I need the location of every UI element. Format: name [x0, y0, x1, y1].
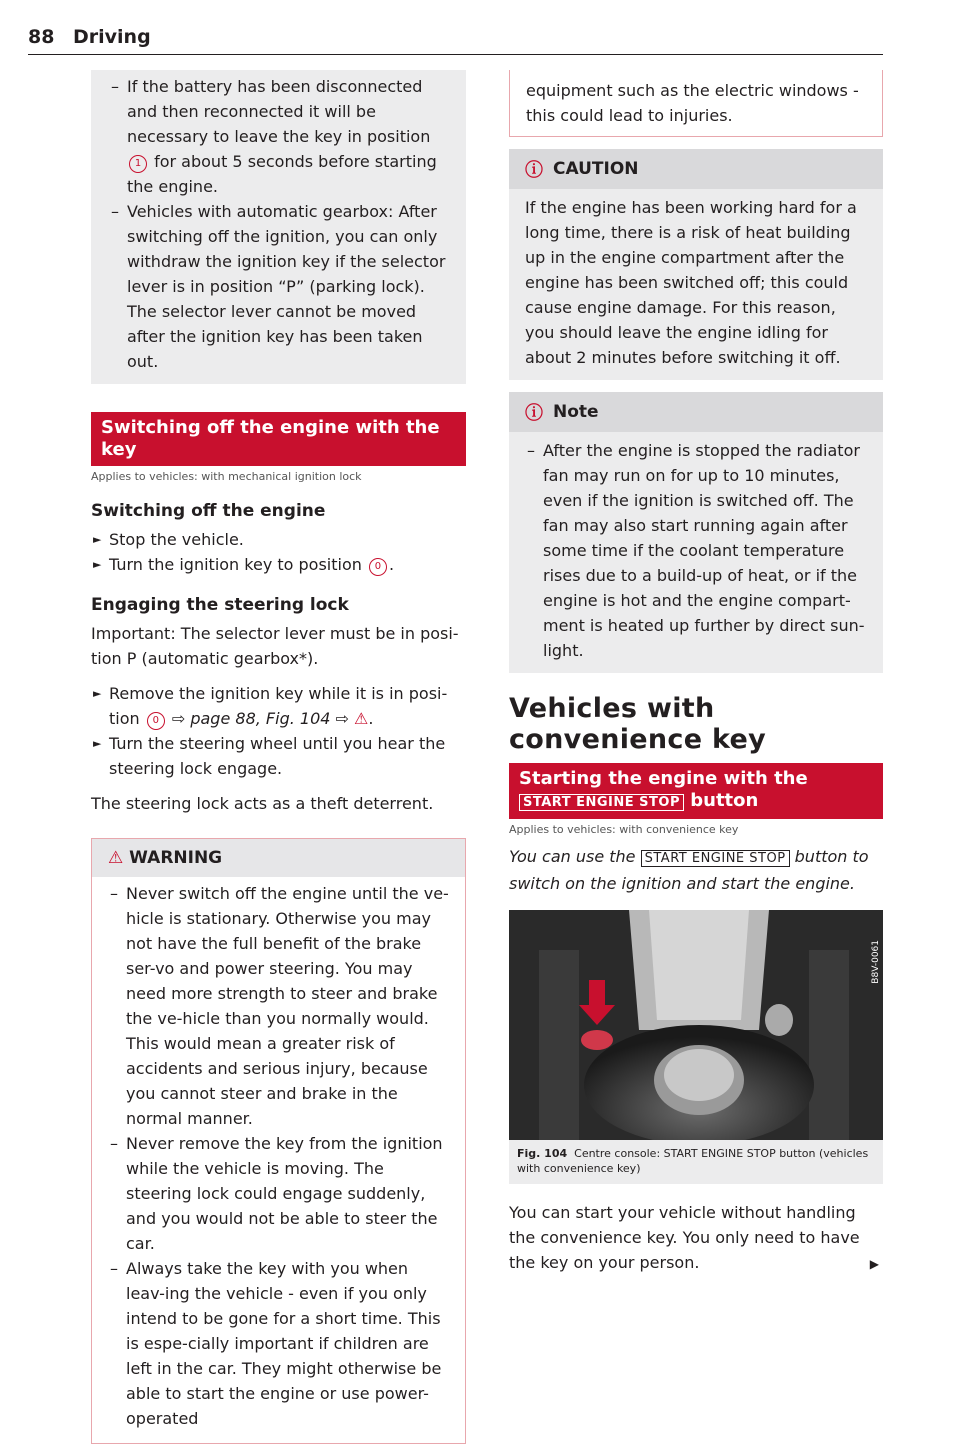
body-text: You can start your vehicle without handling the convenience key. You only need to have the key on your person.: [509, 1203, 860, 1272]
left-column: [91, 70, 466, 1444]
section-title: Starting the engine with the START ENGINE STOP button: [509, 763, 883, 819]
warning-triangle-icon: ⚠: [108, 848, 124, 868]
page-header: [28, 22, 883, 55]
figure-code: B8V-0061: [871, 940, 881, 984]
deterrent-text: The steering lock acts as a theft deterrent.: [91, 794, 434, 813]
page-number: 88: [28, 26, 55, 48]
start-engine-stop-key: START ENGINE STOP: [519, 794, 684, 811]
position-0-icon: 0: [369, 558, 387, 576]
list-item: – Vehicles with automatic gearbox: After switching off the ignition, you can only withdraw the ignition key if the selector lever is in position “P” (parking lock). The selector lever cannot be moved after the ignition key has been taken out.: [111, 202, 446, 371]
intro-text: You can use the START ENGINE STOP button to switch on the ignition and start the engine.: [509, 847, 869, 893]
warning-continued: equipment such as the electric windows - this could lead to injuries.: [509, 70, 883, 137]
list-item: – If the battery has been disconnected and then reconnected it will be necessary to leave the key in position 1 for about 5 seconds before starting the engine.: [111, 77, 437, 196]
applies-note: Applies to vehicles: with convenience key: [509, 823, 739, 836]
important-text: Important: The selector lever must be in posi-tion P (automatic gearbox*).: [91, 624, 459, 668]
step-item: ► Turn the steering wheel until you hear the steering lock engage.: [93, 734, 446, 778]
list-item: – After the engine is stopped the radiator fan may run on for up to 10 minutes, even if the ignition is switched off. The fan may also start running again after some time if the coolant temperature rises due to a build-up of heat, or if the engine is hot and the engine compart-ment is heated up further by direct sun-light.: [527, 441, 865, 660]
continue-arrow-icon: ▶: [869, 1257, 879, 1271]
step-item: ► Remove the ignition key while it is in posi-tion 0 ⇨ page 88, Fig. 104 ⇨ ⚠.: [93, 684, 448, 728]
centre-console-image: [509, 910, 883, 1140]
applies-note: Applies to vehicles: with mechanical ignition lock: [91, 470, 362, 483]
step-item: ► Stop the vehicle.: [93, 530, 244, 549]
position-0-icon: 0: [147, 712, 165, 730]
warning-triangle-icon: ⚠: [354, 709, 369, 728]
section-title: Switching off the engine with the key: [91, 412, 466, 466]
section-name: Driving: [73, 26, 151, 48]
right-column: [509, 70, 883, 1275]
list-item: – Never switch off the engine until the ve-hicle is stationary. Otherwise you may not have the full benefit of the brake ser-vo and power steering. You may need more strength to steer and brake the ve-hicle than you normally would. This would mean a greater risk of accidents and serious injury, because you cannot steer and brake in the normal manner.: [110, 884, 449, 1128]
intro-box: [91, 70, 466, 384]
step-item: ► Turn the ignition key to position 0 .: [93, 555, 395, 574]
warning-title: WARNING: [129, 848, 223, 868]
subheading-switch-off: Switching off the engine: [91, 501, 326, 521]
note-title: Note: [553, 402, 599, 422]
note-box: [509, 392, 883, 673]
caution-icon: ⓘ: [525, 160, 543, 181]
chapter-heading: Vehicles with convenience key: [509, 693, 767, 755]
warning-box: [91, 838, 466, 1444]
page-reference-link[interactable]: ⇨ page 88, Fig. 104 ⇨: [171, 709, 349, 728]
caution-title: CAUTION: [553, 159, 639, 179]
figure-caption: Fig. 104 Centre console: START ENGINE STOP button (vehicles with convenience key): [517, 1147, 869, 1175]
list-item: – Always take the key with you when leav-ing the vehicle - even if you only intend to be gone for a short time. This is espe-cially important if children are left in the car. They might otherwise be able to start the engine or use power-operated: [110, 1259, 442, 1428]
subheading-steering-lock: Engaging the steering lock: [91, 595, 349, 615]
position-1-icon: 1: [129, 155, 147, 173]
figure-box: [509, 910, 883, 1184]
start-engine-stop-key: START ENGINE STOP: [641, 850, 790, 867]
caution-box: ⓘ CAUTION If the engine has been working hard for a long time, there is a risk of heat building up in the engine compartment after the engine has been switched off; this could cause engine damage. For this reason, you should leave the engine idling for about 2 minutes before switching it off.: [509, 149, 883, 380]
list-item: – Never remove the key from the ignition while the vehicle is moving. The steering lock could engage suddenly, and you would not be able to steer the car.: [110, 1134, 443, 1253]
note-icon: ⓘ: [525, 403, 543, 424]
